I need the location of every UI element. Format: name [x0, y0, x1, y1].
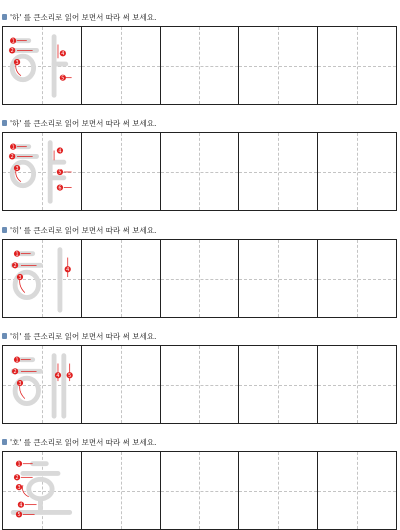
stroke-arrows — [16, 41, 72, 78]
svg-text:6: 6 — [58, 185, 62, 192]
svg-text:4: 4 — [58, 148, 62, 155]
instruction-text: '히' 를 큰소리로 읽어 보면서 따라 써 보세요. — [10, 331, 157, 341]
practice-cell[interactable] — [161, 240, 240, 317]
svg-text:4: 4 — [61, 51, 65, 58]
svg-text:4: 4 — [19, 502, 23, 509]
svg-text:1: 1 — [15, 357, 19, 364]
svg-text:2: 2 — [10, 48, 14, 55]
stroke-order-diagram — [3, 346, 81, 423]
bullet-icon — [2, 439, 7, 445]
svg-text:3: 3 — [15, 59, 19, 66]
practice-cell[interactable] — [239, 133, 318, 210]
svg-text:3: 3 — [18, 380, 22, 387]
guide-glyph — [11, 143, 64, 201]
bullet-icon — [2, 333, 7, 339]
practice-cell[interactable] — [239, 27, 318, 104]
model-cell — [3, 240, 82, 317]
practice-cell[interactable] — [239, 240, 318, 317]
instruction-text: '하' 를 큰소리로 읽어 보면서 따라 써 보세요. — [10, 12, 157, 22]
instruction-row — [2, 435, 156, 449]
practice-cell[interactable] — [82, 27, 161, 104]
svg-text:1: 1 — [15, 251, 19, 258]
instruction-row — [2, 116, 156, 130]
svg-text:2: 2 — [13, 263, 17, 270]
practice-cell[interactable] — [239, 346, 318, 423]
model-cell — [3, 452, 82, 529]
stroke-arrows — [16, 147, 72, 188]
stroke-order-diagram — [3, 452, 81, 529]
practice-cell[interactable] — [82, 452, 161, 529]
svg-text:5: 5 — [68, 372, 72, 379]
svg-text:3: 3 — [15, 165, 19, 172]
practice-cell[interactable] — [318, 452, 396, 529]
svg-text:1: 1 — [11, 38, 15, 45]
model-cell — [3, 346, 82, 423]
instruction-text: '호' 를 큰소리로 읽어 보면서 따라 써 보세요. — [10, 437, 157, 447]
instruction-row — [2, 223, 156, 237]
practice-cell[interactable] — [161, 346, 240, 423]
practice-cell[interactable] — [318, 133, 396, 210]
model-cell — [3, 27, 82, 104]
stroke-order-diagram — [3, 133, 81, 210]
writing-grid — [2, 345, 397, 424]
practice-cell[interactable] — [318, 240, 396, 317]
svg-text:2: 2 — [10, 154, 14, 161]
practice-cell[interactable] — [161, 133, 240, 210]
svg-text:4: 4 — [66, 266, 70, 273]
bullet-icon — [2, 14, 7, 20]
svg-text:3: 3 — [18, 274, 22, 281]
practice-cell[interactable] — [82, 346, 161, 423]
svg-text:1: 1 — [17, 461, 21, 468]
stroke-order-diagram — [3, 240, 81, 317]
svg-text:4: 4 — [56, 372, 60, 379]
svg-text:3: 3 — [17, 484, 21, 491]
bullet-icon — [2, 120, 7, 126]
svg-text:1: 1 — [11, 144, 15, 151]
instruction-text: '히' 를 큰소리로 읽어 보면서 따라 써 보세요. — [10, 225, 157, 235]
svg-text:5: 5 — [58, 169, 62, 176]
practice-cell[interactable] — [82, 240, 161, 317]
svg-text:5: 5 — [17, 512, 21, 519]
svg-text:5: 5 — [61, 75, 65, 82]
svg-text:2: 2 — [15, 475, 19, 482]
practice-cell[interactable] — [161, 27, 240, 104]
practice-cell[interactable] — [239, 452, 318, 529]
instruction-row — [2, 329, 156, 343]
instruction-text: '하' 를 큰소리로 읽어 보면서 따라 써 보세요. — [10, 118, 157, 128]
writing-grid — [2, 451, 397, 530]
stroke-numbers — [9, 38, 66, 82]
instruction-row — [2, 10, 156, 24]
practice-cell[interactable] — [161, 452, 240, 529]
practice-cell[interactable] — [318, 27, 396, 104]
stroke-order-diagram — [3, 27, 81, 104]
practice-cell[interactable] — [82, 133, 161, 210]
writing-grid — [2, 26, 397, 105]
writing-grid — [2, 239, 397, 318]
model-cell — [3, 133, 82, 210]
bullet-icon — [2, 227, 7, 233]
svg-text:2: 2 — [13, 369, 17, 376]
practice-cell[interactable] — [318, 346, 396, 423]
writing-grid — [2, 132, 397, 211]
